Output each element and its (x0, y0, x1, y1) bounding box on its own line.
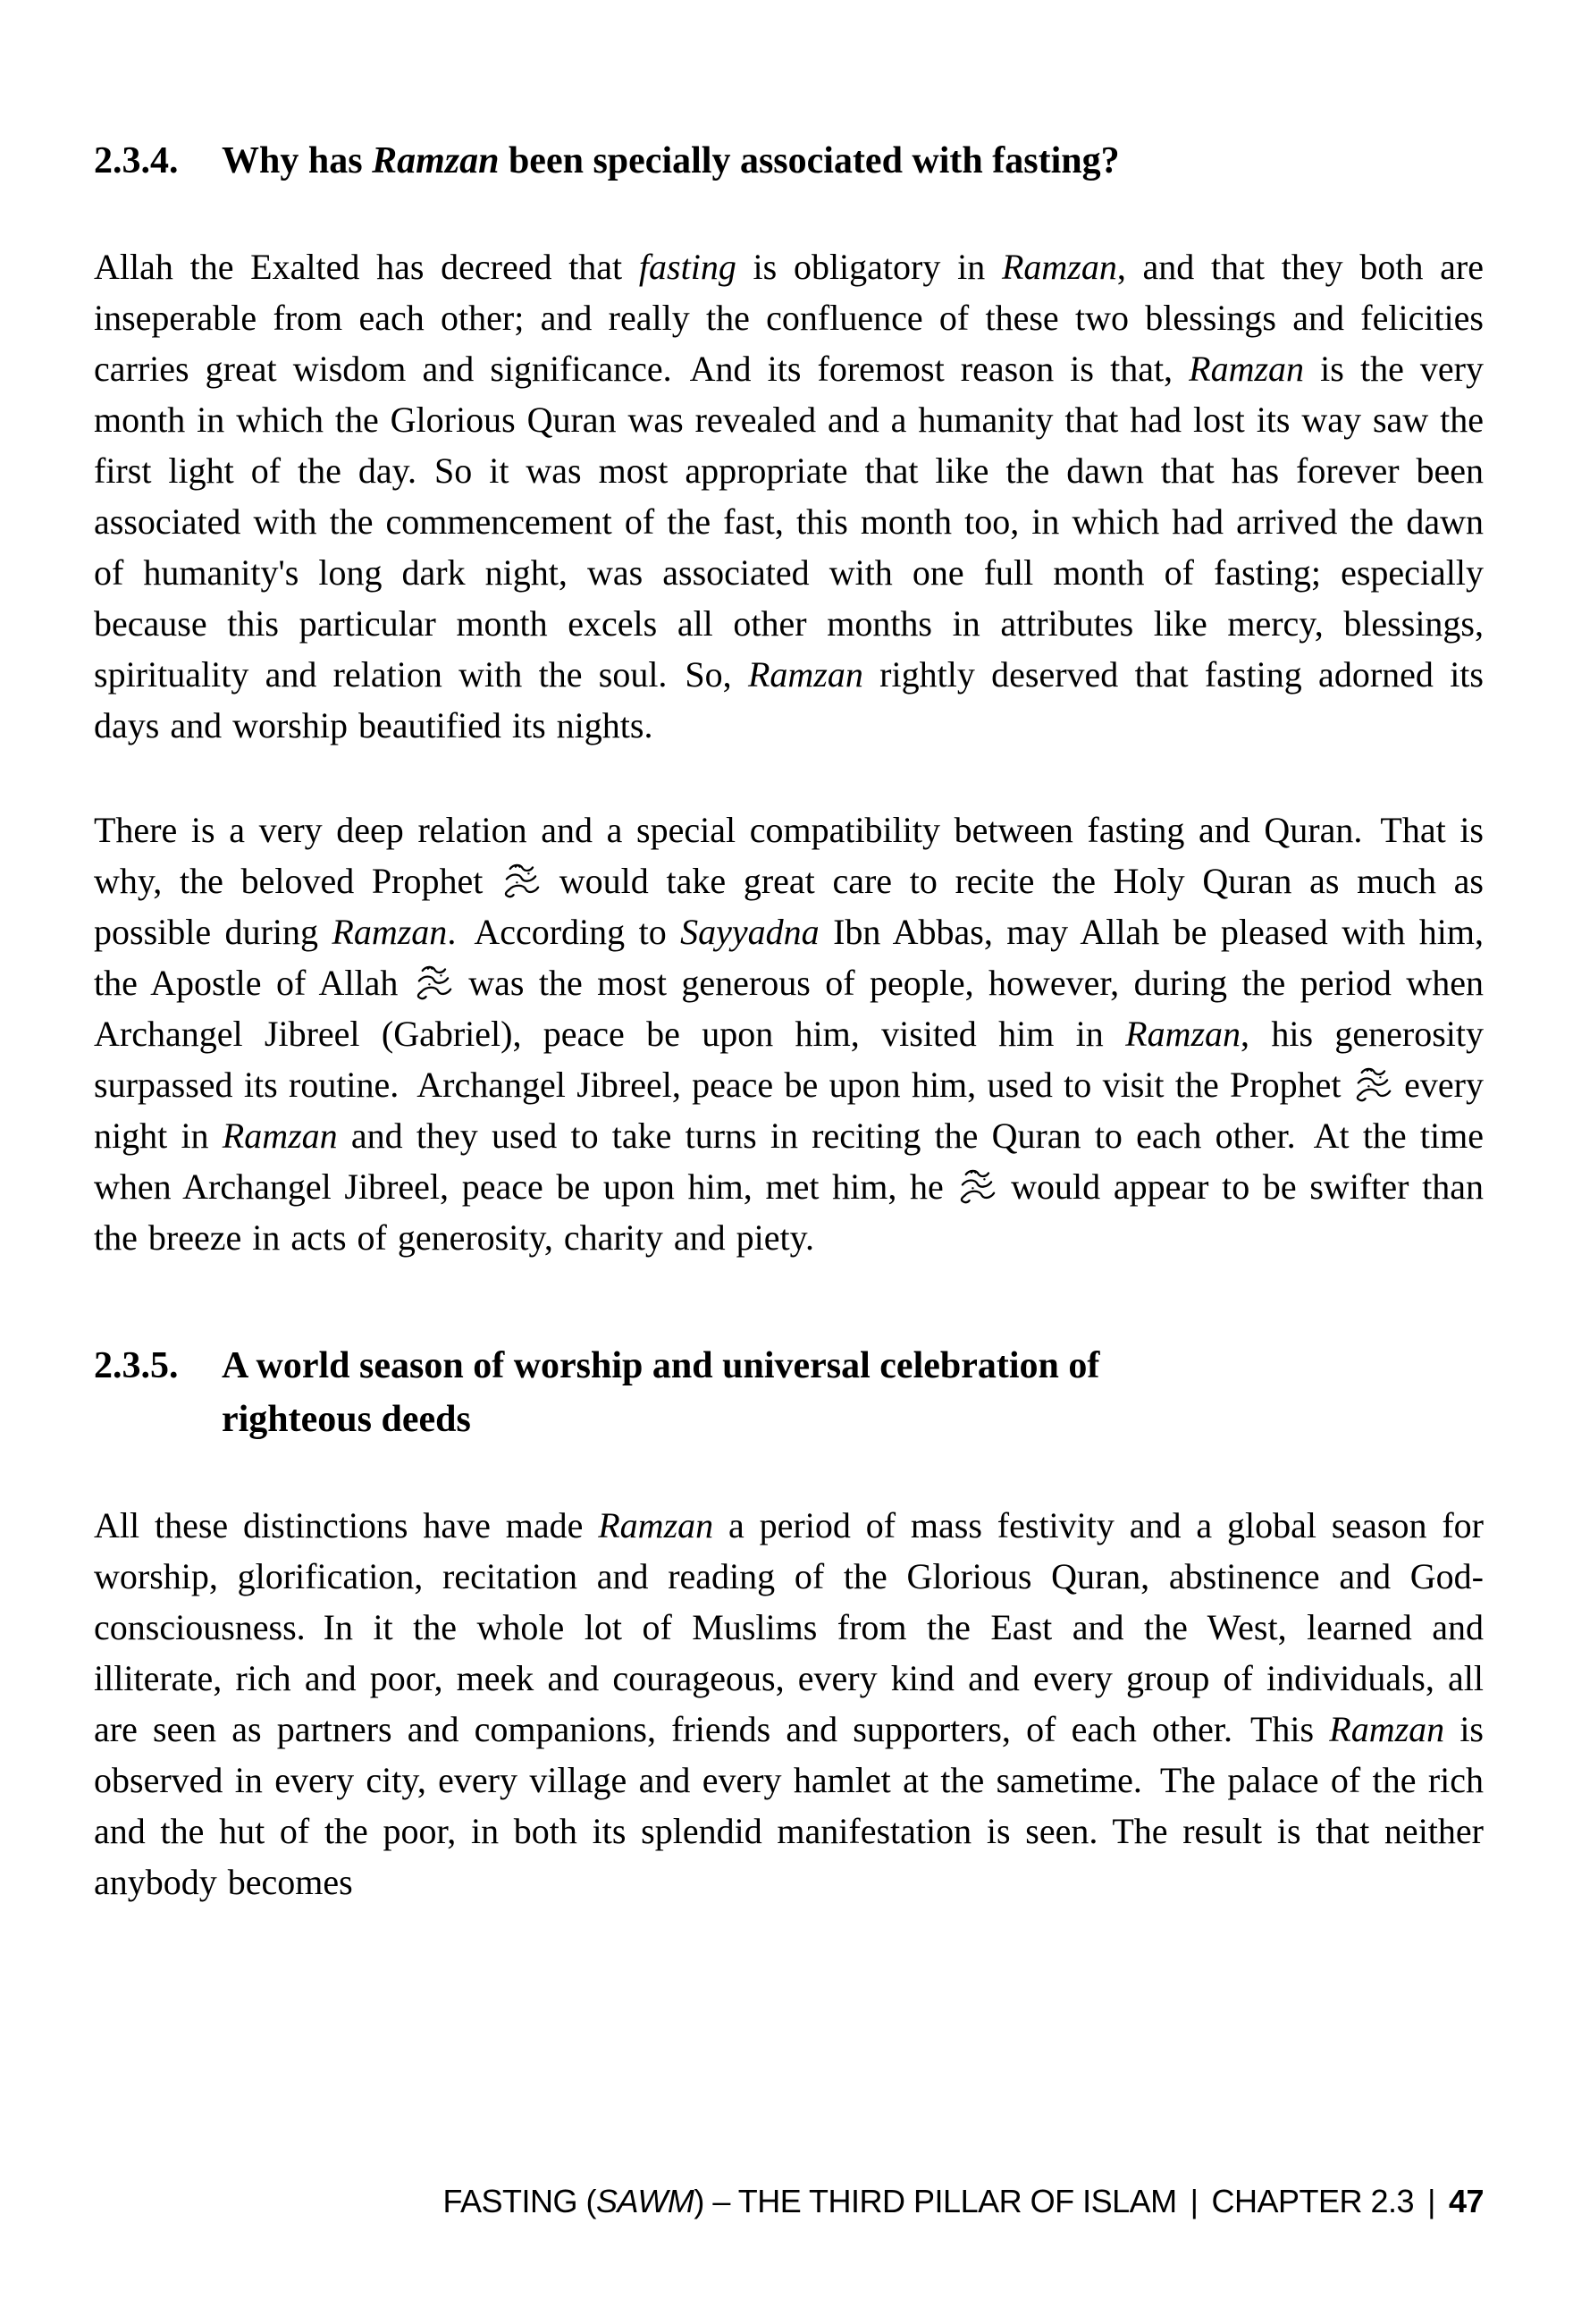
italic-text-run: Ramzan (1001, 247, 1117, 287)
text-run: All these distinctions have made (94, 1505, 599, 1545)
text-run: is observed in every city, every village and every hamlet at the sametime. The palace of the rich and the hut of the poor, in both its splendid manifestation is seen. The result is that neither anybody becomes (94, 1709, 1485, 1902)
section-title-line (222, 1393, 1484, 1446)
text-run: Allah the Exalted has decreed that (94, 247, 639, 287)
text-run: and they used to take turns in reciting the Quran to each other. At the time when Archangel Jibreel, peace be upon him, met him, he (94, 1116, 1484, 1207)
section-number: 2.3.4. (94, 140, 179, 181)
prophet-salutation-icon (500, 863, 542, 898)
text-run: would take great care to recite the Holy Quran as much as possible during (94, 861, 1484, 952)
text-run: was the most generous of people, however, during the period when Archangel Jibreel (Gabriel), peace be upon him, visited him in (94, 963, 1485, 1054)
prophet-salutation-icon (956, 1168, 997, 1204)
italic-text-run: fasting (638, 247, 736, 287)
italic-text-run: Ramzan (1189, 349, 1305, 389)
section-title (222, 1339, 1484, 1446)
page-footer (442, 2183, 1484, 2220)
italic-text-run: Ramzan (598, 1505, 714, 1545)
footer-text: SAWM (596, 2183, 694, 2219)
section-heading (94, 1339, 1484, 1446)
text-run: been specially associated with fasting? (499, 140, 1120, 181)
prophet-salutation-icon (413, 964, 454, 1000)
section-title-line (222, 1339, 1484, 1393)
section-title (222, 134, 1484, 188)
text-run: would appear to be swifter than the breeze in acts of generosity, charity and piety. (94, 1166, 1485, 1258)
body-paragraph (94, 241, 1484, 751)
italic-text-run: Sayyadna (680, 912, 820, 952)
text-run: rightly deserved that fasting adorned its days and worship beautified its nights. (94, 654, 1484, 745)
body-paragraph (94, 804, 1484, 1263)
footer-separator: | (1190, 2183, 1199, 2219)
section-heading (94, 134, 1484, 188)
text-run: . According to (447, 912, 681, 952)
prophet-salutation-icon (1352, 1066, 1393, 1102)
text-run: righteous deeds (222, 1399, 471, 1440)
italic-text-run: Ramzan (747, 654, 863, 695)
footer-text: CHAPTER 2.3 (1211, 2183, 1415, 2219)
text-run: , his generosity surpassed its routine. Archangel Jibreel, peace be upon him, used to visit the Prophet (94, 1014, 1485, 1105)
italic-text-run: Ramzan (1329, 1709, 1445, 1749)
footer-text: FASTING ( (442, 2183, 596, 2219)
page-content (94, 134, 1484, 1907)
section-number: 2.3.5. (94, 1345, 179, 1386)
text-run: , and that they both are inseperable from each other; and really the confluence of these two blessings and felicities carries great wisdom and significance. And its foremost reason is that, (94, 247, 1485, 389)
italic-text-run: Ramzan (332, 912, 448, 952)
text-run: every night in (94, 1065, 1484, 1156)
text-run: a period of mass festivity and a global season for worship, glorification, recitation and reading of the Glorious Quran, abstinence and God-consciousness. In it the whole lot of Muslims from the East and the West, learned and illiterate, rich and poor, meek and courageous, every kind and every group of individuals, all are seen as partners and companions, friends and supporters, of each other. This (94, 1505, 1484, 1749)
text-run: is obligatory in (736, 247, 1002, 287)
section-title-line (222, 134, 1484, 188)
body-paragraph (94, 1500, 1484, 1907)
italic-text-run: Ramzan (1125, 1014, 1241, 1054)
footer-text: ) – THE THIRD PILLAR OF ISLAM (694, 2183, 1177, 2219)
text-run: is the very month in which the Glorious Quran was revealed and a humanity that had lost its way saw the first light of the day. So it was most appropriate that like the dawn that has forever been associated with the commencement of the fast, this month too, in which had arrived the dawn of humanity's long dark night, was associated with one full month of fasting; especially because this particular month excels all other months in attributes like mercy, blessings, spirituality and relation with the soul. So, (94, 349, 1484, 695)
italic-text-run: Ramzan (222, 1116, 338, 1156)
footer-separator: | (1427, 2183, 1435, 2219)
footer-text: 47 (1448, 2183, 1484, 2219)
text-run: Ibn Abbas, may Allah be pleased with him, the Apostle of Allah (94, 912, 1484, 1003)
text-run: There is a very deep relation and a special compatibility between fasting and Quran. That is why, the beloved Prophet (94, 810, 1484, 901)
italic-text-run: Ramzan (372, 140, 500, 181)
text-run: Why has (222, 140, 373, 181)
text-run: A world season of worship and universal celebration of (222, 1345, 1100, 1386)
